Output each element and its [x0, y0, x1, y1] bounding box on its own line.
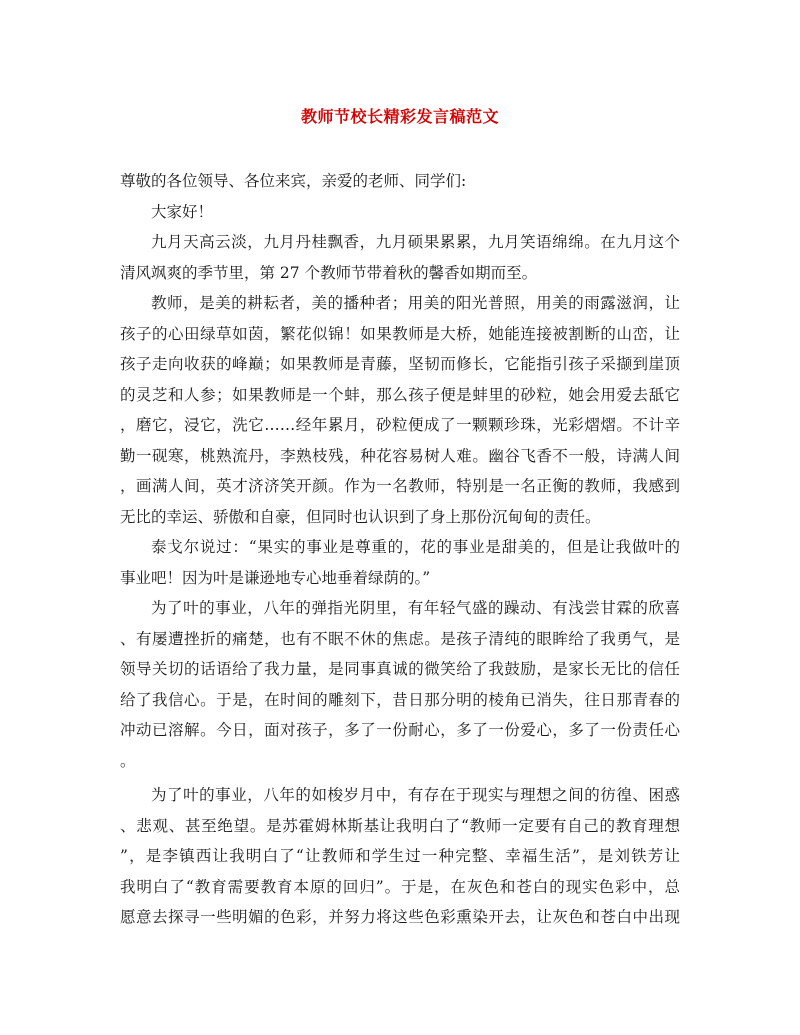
- body-line: 孩子走向收获的峰巅；如果教师是青藤，坚韧而修长，它能指引孩子采撷到崖顶: [120, 355, 680, 373]
- body-line: 事业吧！因为叶是谦逊地专心地垂着绿荫的。”: [120, 568, 431, 587]
- greeting-line: 大家好！: [151, 202, 214, 221]
- body-line: 泰戈尔说过：“果实的事业是尊重的，花的事业是甜美的，但是让我做叶的: [151, 538, 680, 556]
- body-line: 、悲观、甚至绝望。是苏霍姆林斯基让我明白了“教师一定要有自己的教育理想: [120, 816, 680, 835]
- body-line: 为了叶的事业，八年的如梭岁月中，有存在于现实与理想之间的彷徨、困惑: [151, 786, 680, 804]
- body-line: 无比的幸运、骄傲和自豪，但同时也认识到了身上那份沉甸甸的责任。: [120, 507, 601, 526]
- body-line: 给了我信心。于是，在时间的雕刻下，昔日那分明的棱角已消失，往日那青春的: [120, 690, 680, 709]
- body-line: 。: [120, 751, 136, 770]
- body-line: 的灵芝和人参；如果教师是一个蚌，那么孩子便是蚌里的砂粒，她会用爱去舐它: [120, 385, 680, 404]
- document-body: [120, 166, 680, 933]
- body-line: 孩子的心田绿草如茵，繁花似锦！如果教师是大桥，她能连接被割断的山峦，让: [120, 324, 680, 343]
- body-line: ”，是李镇西让我明白了“让教师和学生过一种完整、幸福生活”，是刘铁芳让: [120, 847, 680, 865]
- body-line: 勤一砚寒，桃熟流丹，李熟枝残，种花容易树人难。幽谷飞香不一般，诗满人间: [120, 446, 680, 465]
- body-line: 教师，是美的耕耘者，美的播种者；用美的阳光普照，用美的雨露滋润，让: [151, 294, 680, 312]
- body-line: 领导关切的话语给了我力量，是同事真诚的微笑给了我鼓励，是家长无比的信任: [120, 660, 680, 678]
- body-line: 冲动已溶解。今日，面对孩子，多了一份耐心，多了一份爱心，多了一份责任心: [120, 721, 680, 739]
- body-line: 、有屡遭挫折的痛楚，也有不眠不休的焦虑。是孩子清纯的眼眸给了我勇气，是: [120, 629, 680, 648]
- body-line: 为了叶的事业，八年的弹指光阴里，有年轻气盛的躁动、有浅尝甘霖的欣喜: [151, 599, 680, 617]
- body-line: 愿意去探寻一些明媚的色彩，并努力将这些色彩熏染开去，让灰色和苍白中出现: [120, 908, 680, 926]
- body-line: 九月天高云淡，九月丹桂飘香，九月硕果累累，九月笑语绵绵。在九月这个: [151, 233, 680, 251]
- document-title: 教师节校长精彩发言稿范文: [300, 107, 499, 126]
- body-line: ，磨它，浸它，洗它……经年累月，砂粒便成了一颗颗珍珠，光彩熠熠。不计辛: [120, 416, 680, 434]
- body-line: 我明白了“教育需要教育本原的回归”。于是，在灰色和苍白的现实色彩中，总: [120, 877, 680, 896]
- body-line: ，画满人间，英才济济笑开颜。作为一名教师，特别是一名正衡的教师，我感到: [120, 477, 680, 495]
- salutation-line: 尊敬的各位领导、各位来宾，亲爱的老师、同学们:: [120, 172, 467, 190]
- body-line: 清风飒爽的季节里，第 27 个教师节带着秋的馨香如期而至。: [120, 263, 538, 282]
